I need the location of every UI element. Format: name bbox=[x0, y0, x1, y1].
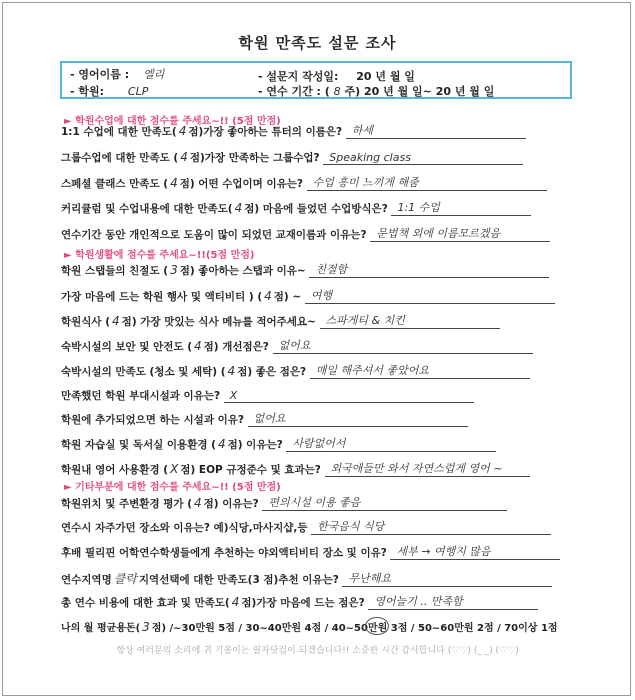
answer-line bbox=[320, 316, 500, 329]
answer-text: 편의시설 이용 좋음 bbox=[268, 496, 361, 509]
question-18 bbox=[61, 570, 552, 587]
question-15 bbox=[61, 496, 507, 511]
question-text: 연수시 자주가던 장소와 이유는? 예)식당,마사지샵,등 bbox=[61, 522, 308, 534]
answer-line bbox=[224, 390, 474, 403]
question-4 bbox=[61, 201, 531, 216]
score-value: 4 bbox=[194, 496, 202, 510]
score-value: 4 bbox=[112, 314, 120, 328]
answer-line bbox=[346, 126, 526, 139]
answer-text: 매일 해주셔서 좋았어요 bbox=[315, 364, 430, 377]
score-value: 4 bbox=[178, 124, 187, 138]
period-text: 주) 20 년 월 일~ 20 년 월 일 bbox=[344, 85, 495, 98]
question-text: 점) /~30만원 5점 / 30~40만원 4점 / 40~50만원 3점 / 50~60만원 2점 / 70이상 1점 bbox=[151, 623, 558, 634]
score-value: 4 bbox=[180, 150, 188, 164]
answer-line bbox=[368, 597, 538, 610]
answer-line bbox=[309, 265, 549, 278]
question-text: 점) 이유는? bbox=[227, 439, 283, 451]
period-label: - 연수 기간 : ( bbox=[258, 85, 330, 98]
question-text: 학원에 추가되었으면 하는 시설과 이유? bbox=[61, 414, 245, 426]
question-9 bbox=[61, 339, 533, 354]
question-text: 가장 마음에 드는 학원 행사 및 액티비티 ) ( bbox=[61, 291, 263, 303]
question-text: 스페셜 클래스 만족도 ( bbox=[61, 178, 169, 190]
academy-label: - 학원: bbox=[70, 85, 105, 98]
period-field bbox=[258, 83, 494, 99]
question-text: 숙박시설의 만족도 (청소 및 세탁) ( bbox=[61, 366, 226, 378]
answer-text: 문법책 외에 이름모르겠음 bbox=[376, 227, 501, 240]
answer-text: 영어늘기 .. 만족함 bbox=[374, 595, 463, 608]
question-text: 점) 이유는? bbox=[203, 498, 259, 510]
question-text: 점) 마음에 들었던 수업방식은? bbox=[244, 203, 388, 215]
question-text: 학원 스탭들의 친절도 ( bbox=[61, 265, 169, 277]
question-5 bbox=[61, 227, 550, 242]
question-17 bbox=[61, 545, 560, 560]
question-text: 점) 좋은 점은? bbox=[237, 366, 307, 378]
answer-text: 하세 bbox=[351, 124, 374, 137]
question-text: 점) 어떤 수업이며 이유는? bbox=[179, 178, 303, 190]
answer-text: 친절함 bbox=[315, 263, 348, 276]
score-value: 4 bbox=[194, 339, 202, 353]
question-text: 지역선택에 대한 만족도(3 점)추천 이유는? bbox=[138, 574, 339, 586]
section-other: ► 기타부분에 대한 점수를 주세요~!! (5점 만점) bbox=[64, 482, 281, 493]
answer-text: 세부 → 여행지 많음 bbox=[396, 545, 491, 558]
question-text: 점) 개선점은? bbox=[203, 341, 269, 353]
answer-text: 없어요 bbox=[278, 339, 311, 352]
score-value: 4 bbox=[227, 364, 236, 378]
question-text: 점) 가장 맛있는 식사 메뉴를 적어주세요~ bbox=[121, 316, 316, 328]
question-text: 그룹수업에 대한 만족도 ( bbox=[61, 152, 179, 164]
date-text: 20 년 월 일 bbox=[356, 70, 415, 83]
answer-text: 외국애들만 와서 자연스럽게 영어 ~ bbox=[330, 462, 503, 475]
question-19 bbox=[61, 595, 538, 610]
answer-line bbox=[391, 203, 531, 216]
score-value: 4 bbox=[170, 176, 178, 190]
academy-field bbox=[70, 83, 148, 99]
answer-text: 한국음식 식당 bbox=[317, 520, 385, 533]
answer-line bbox=[273, 341, 533, 354]
period-value: 8 bbox=[333, 85, 341, 98]
question-3 bbox=[61, 176, 547, 191]
answer-line bbox=[390, 547, 560, 560]
question-text: 나의 월 평균용돈( bbox=[61, 623, 141, 634]
question-11 bbox=[61, 388, 474, 403]
question-text: 후배 필리핀 어학연수학생들에게 추천하는 야외액티비티 장소 및 이유? bbox=[61, 547, 387, 559]
info-box bbox=[60, 61, 572, 99]
question-2 bbox=[61, 150, 523, 165]
region-value: 클락 bbox=[113, 572, 137, 586]
page-title: 학원 만족도 설문 조사 bbox=[238, 34, 397, 52]
question-text: 학원위치 및 주변환경 평가 ( bbox=[61, 498, 192, 510]
section-life: ► 학원생활에 점수를 주세요~!!(5점 만점) bbox=[64, 250, 255, 261]
question-20 bbox=[61, 619, 558, 634]
answer-line bbox=[248, 414, 468, 427]
answer-line bbox=[307, 178, 547, 191]
answer-text: Speaking class bbox=[329, 151, 411, 164]
question-text: 연수기간 동안 개인적으로 도움이 많이 되었던 교재이름과 이유는? bbox=[61, 229, 367, 241]
question-12 bbox=[61, 412, 468, 427]
answer-text: 없어요 bbox=[253, 412, 286, 425]
answer-text: X bbox=[229, 389, 238, 402]
score-value: 3 bbox=[142, 620, 150, 634]
score-value: X bbox=[170, 462, 179, 476]
answer-text: 무난해요 bbox=[348, 572, 391, 585]
question-8 bbox=[61, 314, 500, 329]
question-10 bbox=[61, 364, 530, 379]
selected-option-circle bbox=[365, 617, 389, 635]
answer-text: 1:1 수업 bbox=[397, 201, 440, 214]
name-value: 엘리 bbox=[142, 68, 165, 81]
answer-line bbox=[305, 291, 555, 304]
score-value: 4 bbox=[264, 289, 272, 303]
question-6 bbox=[61, 263, 549, 278]
answer-line bbox=[310, 366, 530, 379]
score-value: 4 bbox=[231, 595, 240, 609]
name-label: - 영어이름 : bbox=[70, 68, 130, 81]
score-value: 4 bbox=[234, 201, 243, 215]
answer-line bbox=[342, 574, 552, 587]
score-value: 3 bbox=[170, 263, 178, 277]
answer-text: 스파게티 & 치킨 bbox=[325, 314, 405, 327]
question-text: 학원식사 ( bbox=[61, 316, 111, 328]
academy-value: CLP bbox=[127, 85, 149, 98]
question-16 bbox=[61, 520, 551, 535]
question-text: 학원 자습실 및 독서실 이용환경 ( bbox=[61, 439, 216, 451]
question-text: 점) EOP 규정준수 및 효과는? bbox=[180, 464, 321, 476]
question-text: 학원내 영어 사용환경 ( bbox=[61, 464, 169, 476]
answer-line bbox=[286, 439, 496, 452]
answer-text: 수업 흥미 느끼게 해줌 bbox=[312, 176, 419, 189]
answer-line bbox=[323, 152, 523, 165]
question-1 bbox=[61, 124, 526, 139]
question-text: 점)가장 마음에 드는 점은? bbox=[241, 597, 365, 609]
answer-line bbox=[262, 498, 507, 511]
footer-message: 항상 여러분의 소리에 귀 기울이는 필자닷컴이 되겠습니다!! 소중한 시간 감사합니다 (♡♡) (_ _) (♡♡) bbox=[116, 646, 519, 656]
answer-line bbox=[311, 522, 551, 535]
answer-text: 사람없어서 bbox=[292, 437, 346, 450]
date-field bbox=[258, 68, 415, 84]
question-text: 점) 좋아하는 스탭과 이유~ bbox=[179, 265, 306, 277]
question-text: 점)가장 만족하는 그룹수업? bbox=[189, 152, 320, 164]
date-label: - 설문지 작성일: bbox=[258, 70, 339, 83]
question-13 bbox=[61, 437, 496, 452]
question-text: 커리큘럼 및 수업내용에 대한 만족도( bbox=[61, 203, 233, 215]
question-text: 점)가장 좋아하는 튜터의 이름은? bbox=[188, 126, 343, 138]
question-text: 1:1 수업에 대한 만족도( bbox=[61, 126, 177, 138]
name-field bbox=[70, 66, 164, 82]
question-text: 만족했던 학원 부대시설과 이유는? bbox=[61, 390, 221, 402]
question-text: 총 연수 비용에 대한 효과 및 만족도( bbox=[61, 597, 230, 609]
question-text: 점) ~ bbox=[273, 291, 302, 303]
answer-text: 여행 bbox=[310, 289, 333, 302]
answer-line bbox=[370, 229, 550, 242]
question-7 bbox=[61, 289, 555, 304]
question-text: 연수지역명 bbox=[61, 574, 112, 586]
answer-line bbox=[325, 464, 530, 477]
score-value: 4 bbox=[217, 437, 226, 451]
section-class: ► 학원수업에 대한 점수를 주세요~!! (5점 만점) bbox=[64, 116, 281, 127]
question-text: 숙박시설의 보안 및 안전도 ( bbox=[61, 341, 192, 353]
question-14 bbox=[61, 462, 530, 477]
